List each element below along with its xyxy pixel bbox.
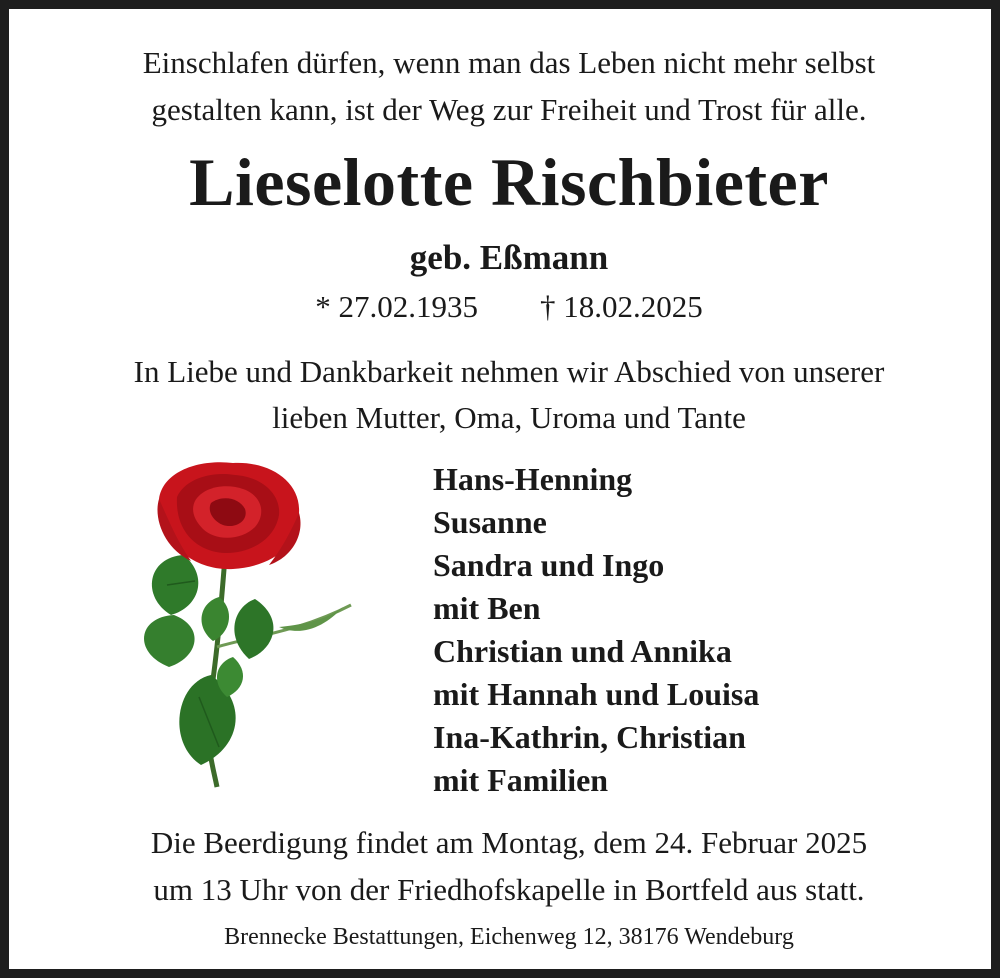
funeral-line-1: Die Beerdigung findet am Montag, dem 24. Februar 2025 (150, 825, 868, 860)
list-item: Christian und Annika (433, 633, 732, 669)
life-dates (9, 285, 1000, 329)
undertaker-address: Brennecke Bestattungen, Eichenweg 12, 38176 Wendeburg (224, 924, 794, 950)
list-item: Hans-Henning (433, 461, 633, 497)
list-item: Ina-Kathrin, Christian (433, 719, 746, 755)
rose-icon (129, 457, 359, 792)
list-item: Susanne (433, 504, 547, 540)
list-item: mit Hannah und Louisa (433, 676, 760, 712)
death-date: † 18.02.2025 (540, 289, 703, 324)
list-item: mit Familien (433, 762, 609, 798)
list-item: Sandra und Ingo (433, 547, 665, 583)
mourners-list (433, 458, 759, 802)
deceased-name: Lieselotte Rischbieter (189, 144, 829, 220)
funeral-line-2: um 13 Uhr von der Friedhofskapelle in Bortfeld aus statt. (153, 872, 865, 907)
list-item: mit Ben (433, 590, 541, 626)
birth-date: * 27.02.1935 (315, 289, 478, 324)
funeral-info (9, 819, 1000, 913)
farewell-text (9, 349, 1000, 441)
farewell-line-1: In Liebe und Dankbarkeit nehmen wir Abschied von unserer (133, 354, 885, 389)
motto-line-1: Einschlafen dürfen, wenn man das Leben nicht mehr selbst (142, 45, 876, 80)
maiden-name: geb. Eßmann (409, 238, 609, 277)
farewell-line-2: lieben Mutter, Oma, Uroma und Tante (272, 400, 746, 435)
motto-line-2: gestalten kann, ist der Weg zur Freiheit und Trost für alle. (151, 92, 867, 127)
motto-verse (9, 39, 1000, 133)
